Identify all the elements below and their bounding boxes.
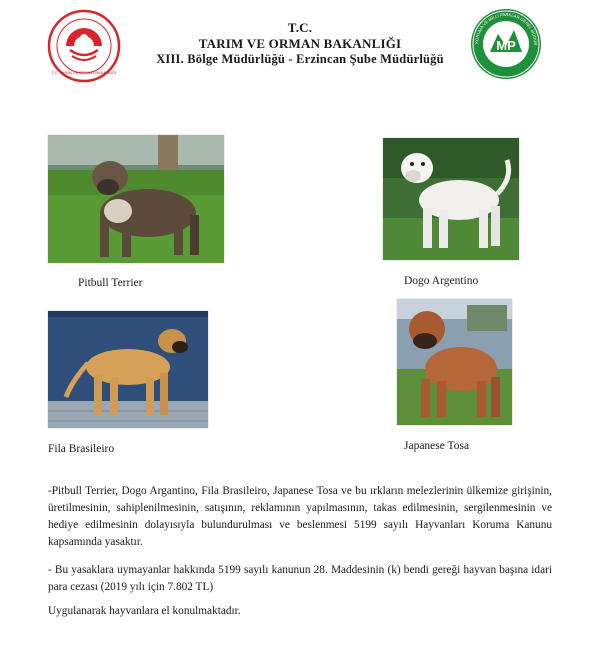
pitbull-terrier-photo — [48, 135, 224, 263]
svg-text:DOĞA KORUMA VE MİLLİ PARKLAR G: KORUMA VE MİLLİ PARKLAR GENEL MÜDÜR — [473, 11, 539, 46]
japanese-tosa-caption: Japanese Tosa — [404, 440, 470, 452]
pitbull-terrier-caption: Pitbull Terrier — [78, 277, 143, 289]
fila-brasileiro-photo — [48, 311, 208, 428]
header-tc: T.C. — [287, 20, 313, 35]
svg-text:MP: MP — [496, 38, 516, 53]
ban-paragraph: -Pitbull Terrier, Dogo Argantino, Fila Brasileiro, Japanese Tosa ve bu ırkların melezlerinin ülkemize girişinin, üretilmesinin, sahiplenilmesinin, satışının, reklamının yapılmasının, takas edilmesinin, sergilenmesinin ve hediye edilmesinin dolayısıyla bulundurulması ve beslenmesi 5199 sayılı Hayvanları Koruma Kanunu kapsamında yasaktır. — [48, 485, 552, 548]
fila-brasileiro-caption: Fila Brasileiro — [48, 443, 115, 455]
penalty-paragraph: - Bu yasaklara uymayanlar hakkında 5199 sayılı kanunun 28. Maddesinin (k) bendi gereği hayvan başına idari para cezası (2019 yılı için 7.802 TL) — [48, 564, 552, 593]
confiscation-paragraph: Uygulanarak hayvanlara el konulmaktadır. — [48, 605, 241, 617]
dogo-argentino-photo — [383, 138, 519, 260]
header-directorate: XIII. Bölge Müdürlüğü - Erzincan Şube Müdürlüğü — [156, 52, 444, 66]
header-ministry: TARIM VE ORMAN BAKANLIĞI — [198, 36, 402, 51]
japanese-tosa-photo — [397, 299, 512, 425]
dogo-argentino-caption: Dogo Argentino — [404, 275, 479, 287]
svg-text:T.C. TARIM VE ORMAN BAKANLIĞI: T.C. TARIM VE ORMAN BAKANLIĞI — [51, 70, 117, 75]
